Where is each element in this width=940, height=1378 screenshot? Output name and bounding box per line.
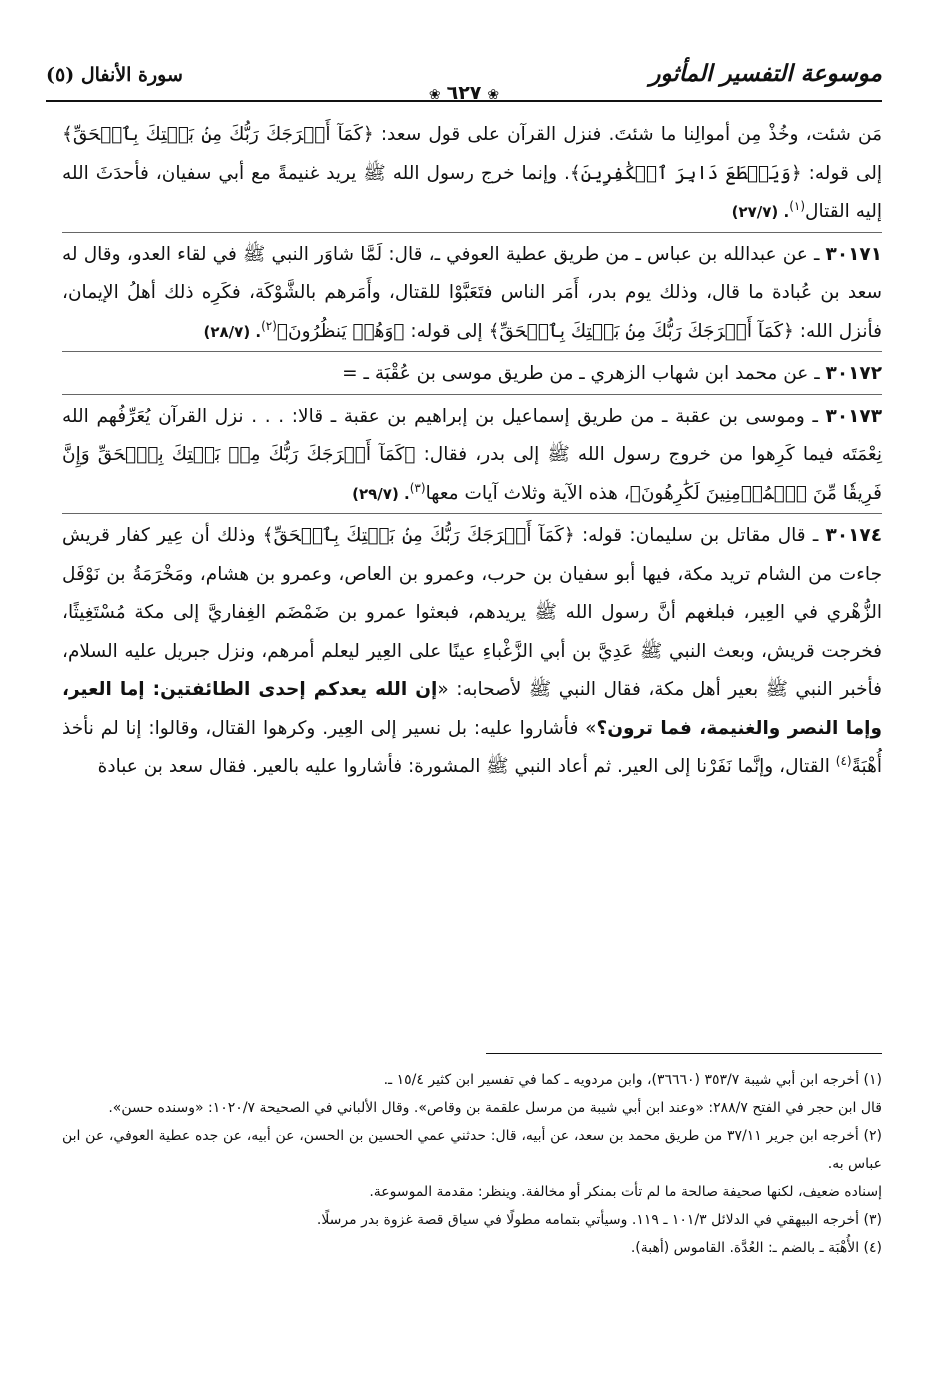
entry-number: ٣٠١٧١ xyxy=(825,243,882,265)
cross-reference: . (٢٩/٧) xyxy=(352,484,410,503)
text-segment: ـ قال مقاتل بن سليمان: قوله: xyxy=(574,525,826,546)
ornament-icon: ❀ xyxy=(487,87,500,103)
footnote-marker: (٣) xyxy=(409,480,426,495)
footnote-marker: (٢) xyxy=(261,318,277,333)
quran-verse: ﴿كَمَآ أَخۡرَجَكَ رَبُّكَ مِنۢ بَيۡتِكَ بِٱلۡحَقِّ﴾ xyxy=(262,525,575,546)
footnote: قال ابن حجر في الفتح ٢٨٨/٧: «وعند ابن أبي شيبة من مرسل علقمة بن وقاص». وقال الألباني في الصحيحة ١٠٢٠/٧: «وسنده حسن». xyxy=(108,1100,882,1116)
entry-number: ٣٠١٧٣ xyxy=(825,405,882,427)
text-segment: القتال، وإنَّما نَفَرْنا إلى العير. ثم أعاد النبي ﷺ المشورة: فأشاروا عليه بالعير. فقال سعد بن عبادة xyxy=(97,756,836,777)
text-segment: وذلك أن عِير كفار قريش جاءت من الشام تريد مكة، فيها أبو سفيان بن حرب، وعمرو بن العاص، وعمرو بن هشام، ومَخْرَمَةُ بن نَوْفَل الزُّهْري في العِير، فبلغهم أنَّ رسول الله ﷺ يريدهم، فبعثوا عمرو بن ضَمْضَم الغِفاريَّ إلى مكة مُسْتَغِيثًا، فخرجت قريش، وبعث النبي ﷺ عَدِيَّ بن أبي الزَّغْباءِ عينًا على العِير ليعلم أمرهم، ونزل جبريل عليه السلام، فأخبر النبي ﷺ بعير أهل مكة، فقال النبي ﷺ لأصحابه: « xyxy=(62,525,882,700)
footnote-marker: (١) xyxy=(789,198,806,213)
text-segment: » فأشاروا عليه: بل نسير إلى العِير. وكرهوا القتال، وقالوا: إنا لم نأخذ أُهْبَةً xyxy=(62,717,882,777)
paragraph xyxy=(62,394,882,514)
page-header xyxy=(46,56,882,102)
page-number-text: ٦٢٧ xyxy=(446,82,482,104)
footnote: (٢) أخرجه ابن جرير ٣٧/١١ من طريق محمد بن سعد، عن أبيه، قال: حدثني عمي الحسين بن الحسن، عن أبيه، عن جده عطية العوفي، عن ابن عباس به. xyxy=(62,1128,882,1172)
entry-number: ٣٠١٧٤ xyxy=(825,525,882,546)
footnote: إسناده ضعيف، لكنها صحيفة صالحة ما لم تأت بمنكر أو مخالفة. وينظر: مقدمة الموسوعة. xyxy=(369,1184,882,1200)
entry-number: ٣٠١٧٢ xyxy=(825,363,882,384)
footnote: (١) أخرجه ابن أبي شيبة ٣٥٣/٧ (٣٦٦٦٠)، وابن مردويه ـ كما في تفسير ابن كثير ١٥/٤ ـ. xyxy=(383,1072,882,1088)
text-segment: مَن شئت، وخُذْ مِن أموالِنا ما شئتَ. فنزل القرآن على قول سعد: xyxy=(373,124,882,145)
text-segment: إلى قوله: xyxy=(801,162,883,184)
cross-reference: . (٢٧/٧) xyxy=(731,203,790,221)
book-title: موسوعة التفسير المأثور xyxy=(649,60,882,87)
text-segment: . وإنما خرج رسول الله ﷺ يريد غنيمةً مع أبي سفيان، فأحدَثَ الله إليه القتال xyxy=(62,162,882,222)
text-segment: ـ عن محمد ابن شهاب الزهري ـ من طريق موسى بن عُقْبَة ـ = xyxy=(342,363,826,384)
footnote-marker: (٤) xyxy=(835,753,852,768)
paragraph xyxy=(62,513,882,787)
quran-verse: ﴿كَمَآ أَخۡرَجَكَ رَبُّكَ مِنۢ بَيۡتِكَ بِٱلۡحَقِّ﴾ xyxy=(62,124,374,145)
quran-verse: ﴿كَمَآ أَخۡرَجَكَ رَبُّكَ مِنۢ بَيۡتِكَ بِٱلۡحَقِّ﴾ xyxy=(488,320,794,342)
main-text xyxy=(62,116,882,787)
surah-title: سورة الأنفال (٥) xyxy=(46,64,183,86)
paragraph xyxy=(62,351,882,394)
paragraph xyxy=(62,116,882,232)
quran-verse: ﴿وَهُمۡ يَنظُرُونَ﴾ xyxy=(276,320,405,342)
footnote-rule xyxy=(486,1053,882,1054)
footnote: (٤) الأُهْبَة ـ بالضم ـ: العُدَّة. القاموس (أهبة). xyxy=(630,1240,882,1256)
cross-reference: . (٢٨/٧) xyxy=(203,322,262,341)
footnote: (٣) أخرجه البيهقي في الدلائل ١٠١/٣ ـ ١١٩. وسيأتي بتمامه مطولًا في سياق قصة غزوة بدر مرسلًا. xyxy=(316,1212,882,1228)
ornament-icon: ❀ xyxy=(428,87,441,103)
hadith-quote: إن الله يعدكم إحدى الطائفتين: إما العير، وإما النصر والغنيمة، فما ترون؟ xyxy=(62,679,882,739)
quran-verse: ﴿كَمَآ أَخۡرَجَكَ رَبُّكَ مِنۢ بَيۡتِكَ بِٱلۡحَقِّ وَإِنَّ فَرِيقٗا مِّنَ ٱلۡمُؤۡمِنِينَ لَكَٰرِهُونَ﴾ xyxy=(62,444,882,504)
header-rule xyxy=(46,100,882,102)
quran-verse: ﴿وَيَقۡطَعَ دَابِرَ ٱلۡكَٰفِرِينَ﴾ xyxy=(569,162,802,184)
text-segment: إلى قوله: xyxy=(404,320,489,342)
text-segment: ـ وموسى بن عقبة ـ من طريق إسماعيل بن إبراهيم بن عقبة ـ قالا: . . . نزل القرآن يُعَرِّفُهم الله نِعْمَتَه فيما كَرِهوا من خروج رسول الله ﷺ إلى بدر، فقال: xyxy=(62,405,882,465)
paragraph xyxy=(62,232,882,352)
footnotes xyxy=(62,1066,882,1262)
text-segment: ـ عن عبدالله بن عباس ـ من طريق عطية العوفي ـ، قال: لَمَّا شاوَر النبي ﷺ في لقاء العدو، وقال له سعد بن عُبادة ما قال، وذلك يوم بدر، أَمَر الناس فتَعَبَّوْا للقتال، وأَمَرهم بالشَّوْكَة، فكَرِه ذلك أهلُ الإيمان، فأنزل الله: xyxy=(62,243,882,342)
text-segment: ، هذه الآية وثلاث آيات معها xyxy=(425,482,630,504)
